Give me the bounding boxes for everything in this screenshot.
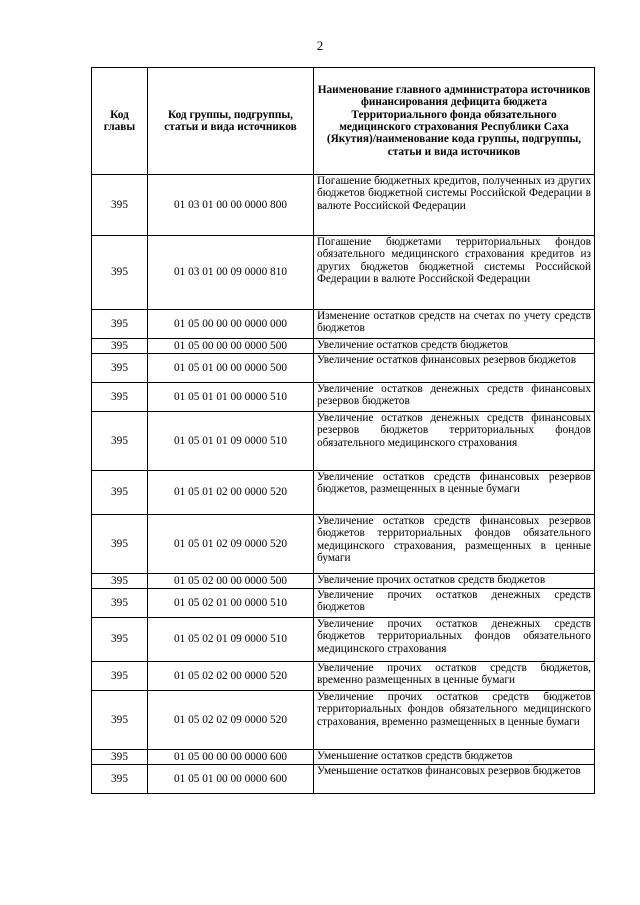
source-code-cell: 01 05 00 00 00 0000 600 [148,750,314,765]
table-row [92,354,595,383]
chapter-code-cell: 395 [92,515,148,574]
name-cell: Увеличение прочих остатков средств бюджетов, временно размещенных в ценные бумаги [314,662,595,691]
table-row [92,236,595,310]
chapter-code-cell: 395 [92,618,148,662]
chapter-code-cell: 395 [92,765,148,794]
source-code-cell: 01 05 02 00 00 0000 500 [148,574,314,589]
source-code-cell: 01 03 01 00 09 0000 810 [148,236,314,310]
name-cell: Изменение остатков средств на счетах по учету средств бюджетов [314,310,595,339]
chapter-code-cell: 395 [92,471,148,515]
table-row [92,691,595,750]
chapter-code-cell: 395 [92,310,148,339]
source-code-cell: 01 05 01 02 00 0000 520 [148,471,314,515]
chapter-code-cell: 395 [92,412,148,471]
name-cell: Увеличение остатков средств финансовых резервов бюджетов, размещенных в ценные бумаги [314,471,595,515]
name-cell: Увеличение прочих остатков средств бюджетов [314,574,595,589]
page-number: 2 [316,38,324,53]
header-name: Наименование главного администратора источников финансирования дефицита бюджета Территориального фонда обязательного медицинского страхования Республики Саха (Якутия)/наименование кода группы, подгруппы, статьи и вида источников [314,68,595,175]
table-row [92,662,595,691]
name-cell: Увеличение остатков средств бюджетов [314,339,595,354]
table-row [92,589,595,618]
source-code-cell: 01 05 01 01 09 0000 510 [148,412,314,471]
source-code-cell: 01 05 02 01 00 0000 510 [148,589,314,618]
table-row [92,471,595,515]
table-row [92,339,595,354]
chapter-code-cell: 395 [92,175,148,236]
source-code-cell: 01 05 02 02 09 0000 520 [148,691,314,750]
source-code-cell: 01 05 01 02 09 0000 520 [148,515,314,574]
table-row [92,175,595,236]
table-row [92,383,595,412]
chapter-code-cell: 395 [92,574,148,589]
chapter-code-cell: 395 [92,354,148,383]
name-cell: Увеличение остатков средств финансовых резервов бюджетов территориальных фондов обязательного медицинского страхования, размещенных в ценные бумаги [314,515,595,574]
name-cell: Уменьшение остатков средств бюджетов [314,750,595,765]
source-code-cell: 01 05 01 00 00 0000 500 [148,354,314,383]
name-cell: Погашение бюджетами территориальных фондов обязательного медицинского страхования кредитов из других бюджетов бюджетной системы Российской Федерации в валюте Российской Федерации [314,236,595,310]
chapter-code-cell: 395 [92,691,148,750]
source-code-cell: 01 05 02 01 09 0000 510 [148,618,314,662]
table-row [92,310,595,339]
table-row [92,574,595,589]
chapter-code-cell: 395 [92,589,148,618]
source-code-cell: 01 05 02 02 00 0000 520 [148,662,314,691]
chapter-code-cell: 395 [92,383,148,412]
source-code-cell: 01 05 01 01 00 0000 510 [148,383,314,412]
source-code-cell: 01 05 00 00 00 0000 500 [148,339,314,354]
chapter-code-cell: 395 [92,662,148,691]
table-row [92,765,595,794]
name-cell: Увеличение прочих остатков денежных средств бюджетов территориальных фондов обязательного медицинского страхования [314,618,595,662]
name-cell: Увеличение остатков финансовых резервов бюджетов [314,354,595,383]
sources-table [91,67,595,794]
name-cell: Увеличение прочих остатков денежных средств бюджетов [314,589,595,618]
name-cell: Увеличение остатков денежных средств финансовых резервов бюджетов [314,383,595,412]
chapter-code-cell: 395 [92,236,148,310]
source-code-cell: 01 05 01 00 00 0000 600 [148,765,314,794]
name-cell: Уменьшение остатков финансовых резервов бюджетов [314,765,595,794]
chapter-code-cell: 395 [92,339,148,354]
header-chapter-code: Код главы [92,68,148,175]
table-header-row [92,68,595,175]
header-source-code: Код группы, подгруппы, статьи и вида источников [148,68,314,175]
name-cell: Погашение бюджетных кредитов, полученных из других бюджетов бюджетной системы Российской Федерации в валюте Российской Федерации [314,175,595,236]
name-cell: Увеличение остатков денежных средств финансовых резервов бюджетов территориальных фондов обязательного медицинского страхования [314,412,595,471]
table-row [92,750,595,765]
table-row [92,412,595,471]
chapter-code-cell: 395 [92,750,148,765]
table-row [92,515,595,574]
name-cell: Увеличение прочих остатков средств бюджетов территориальных фондов обязательного медицинского страхования, временно размещенных в ценные бумаги [314,691,595,750]
source-code-cell: 01 03 01 00 00 0000 800 [148,175,314,236]
table-row [92,618,595,662]
source-code-cell: 01 05 00 00 00 0000 000 [148,310,314,339]
